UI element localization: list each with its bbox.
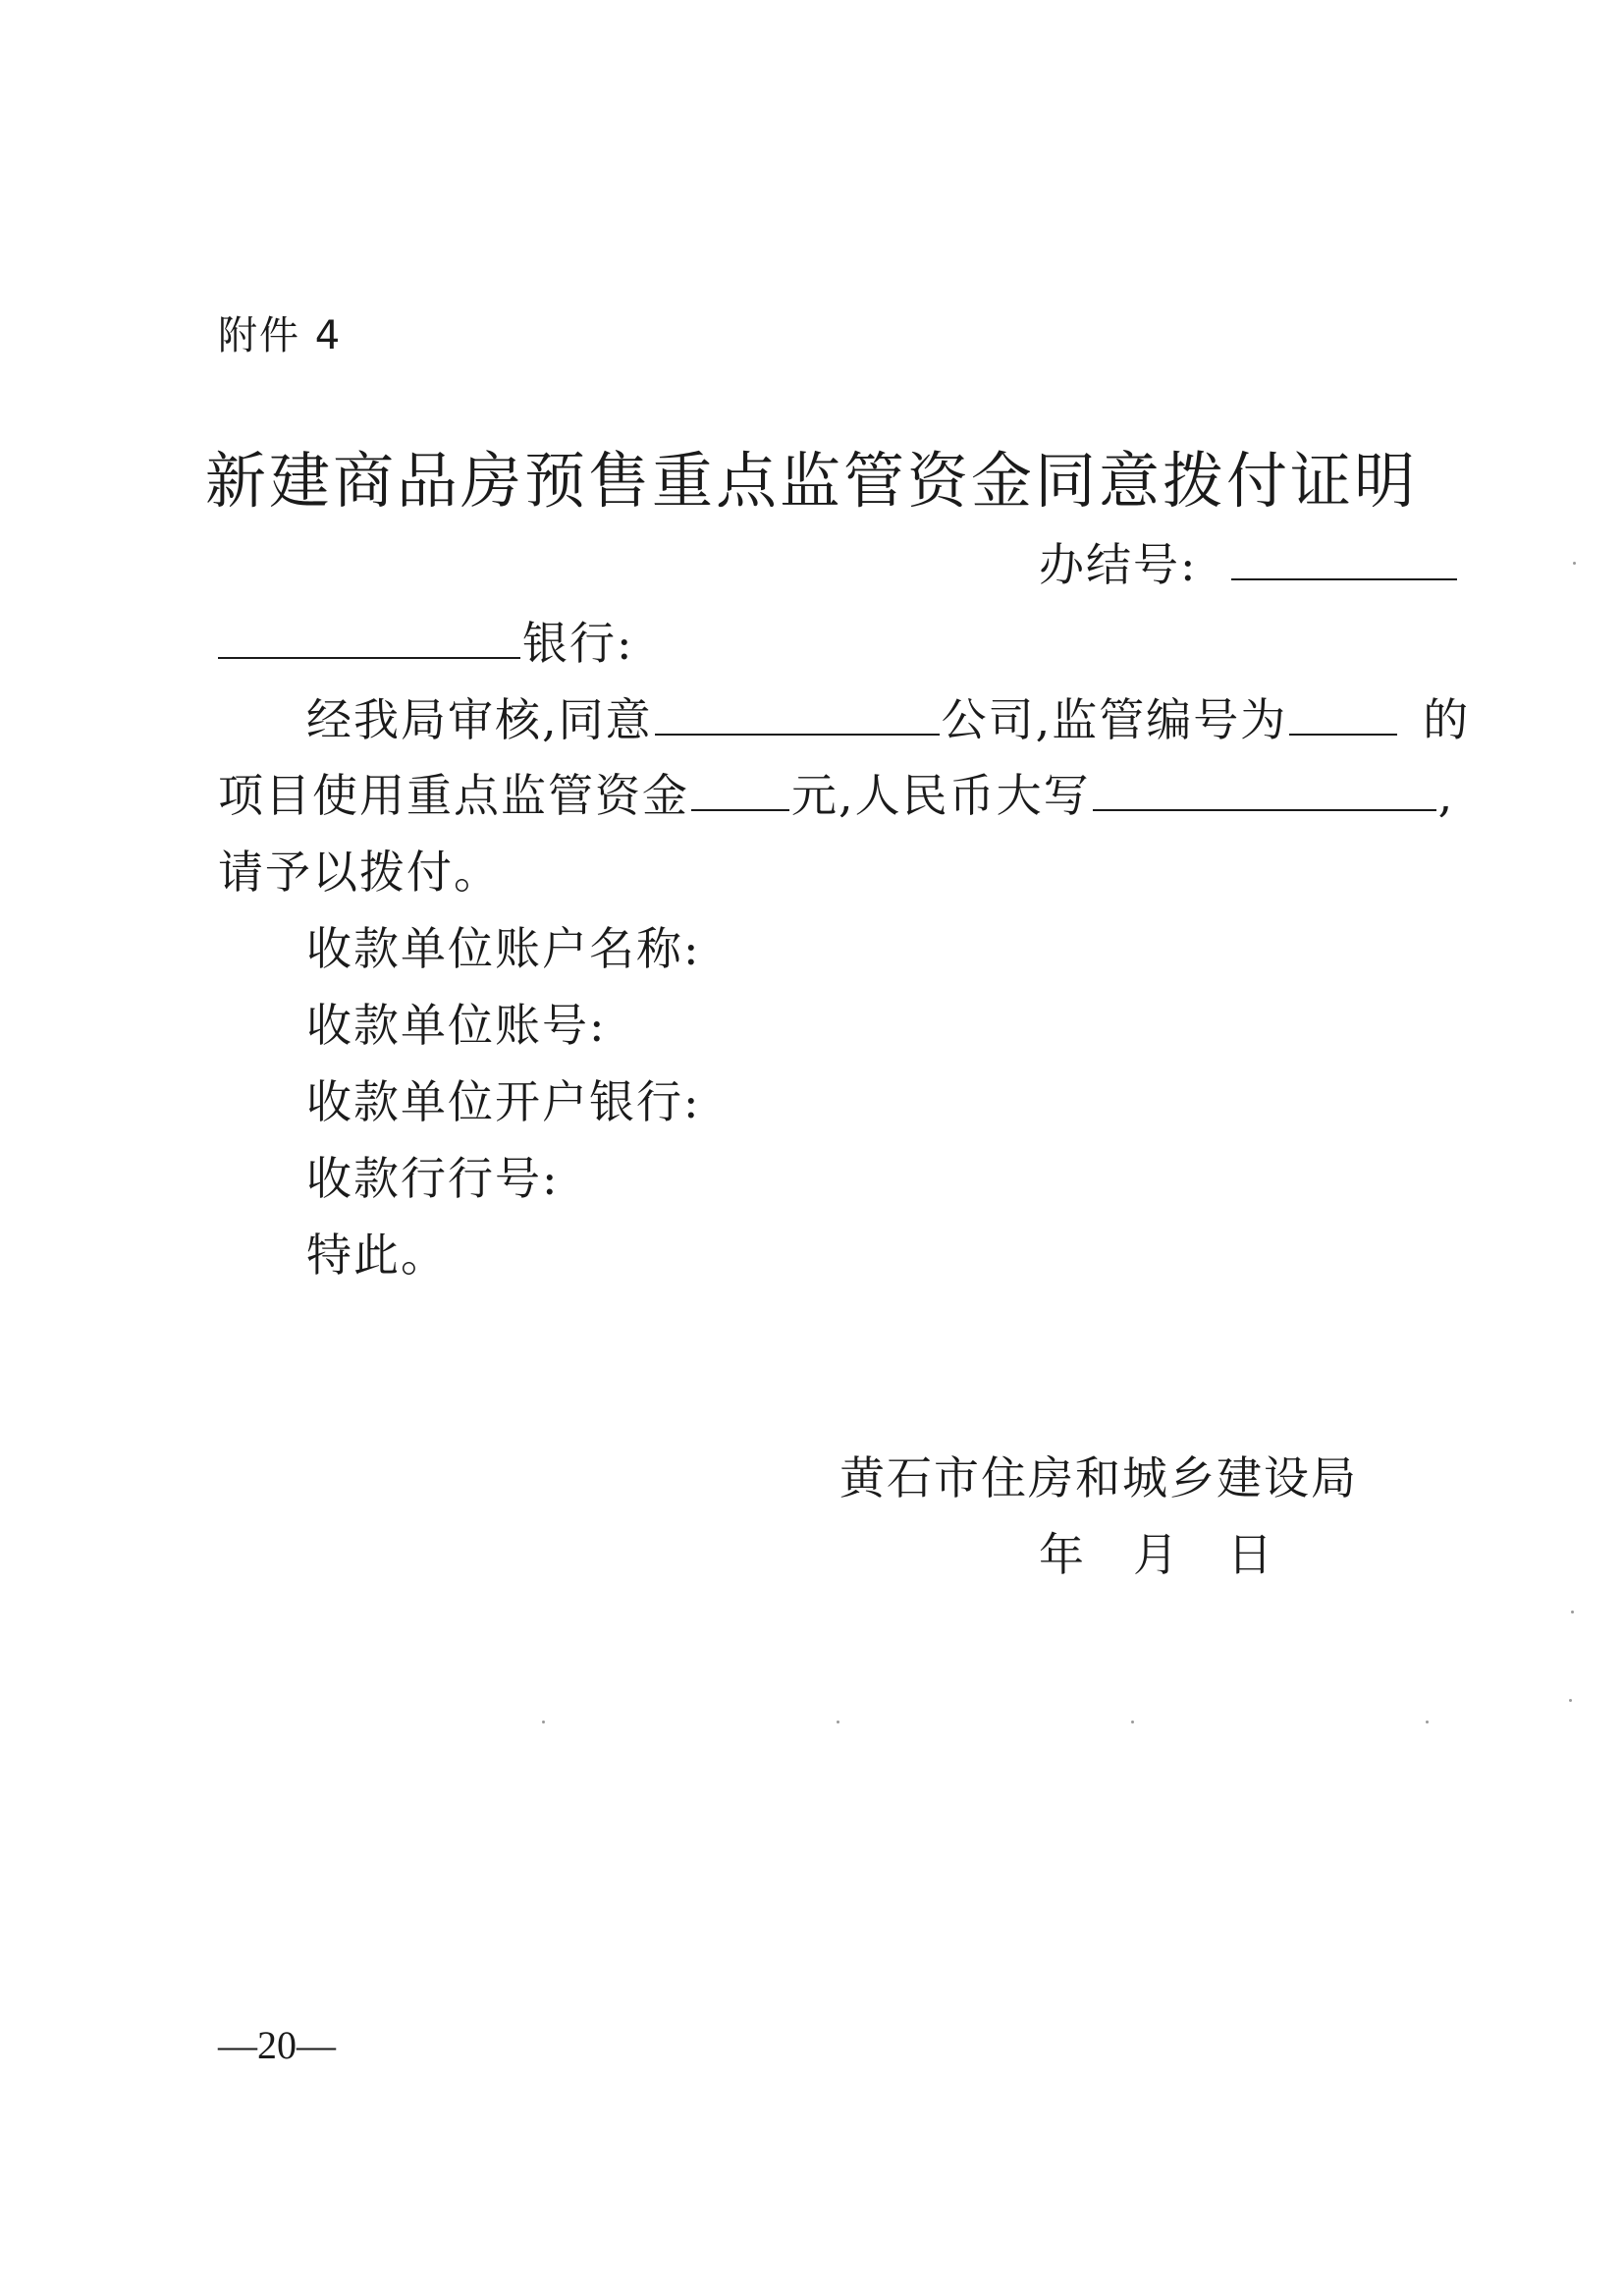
addressee-row bbox=[218, 614, 634, 673]
account-number-field: 收款单位账号: bbox=[306, 999, 607, 1052]
of-text: 的 bbox=[1423, 693, 1471, 746]
yuan-text: 元,人民币大写 bbox=[791, 769, 1091, 822]
paragraph-line-1 bbox=[306, 690, 1470, 749]
company-text: 公司,监管编号为 bbox=[941, 693, 1288, 746]
fund-usage-text: 项目使用重点监管资金 bbox=[218, 769, 689, 822]
signature-date: 年 月 日 bbox=[1039, 1528, 1274, 1581]
paragraph-line-2 bbox=[218, 766, 1454, 825]
bank-code-field: 收款行行号: bbox=[306, 1152, 560, 1205]
opening-bank-field: 收款单位开户银行: bbox=[306, 1075, 701, 1128]
scan-speck bbox=[1573, 562, 1576, 565]
scan-speck bbox=[837, 1721, 839, 1723]
company-name-blank[interactable] bbox=[655, 694, 940, 736]
paragraph-line-3: 请予以拨付。 bbox=[218, 846, 501, 899]
addressee-suffix: 银行: bbox=[522, 617, 634, 670]
closing-text: 特此。 bbox=[306, 1229, 448, 1282]
scan-speck bbox=[1569, 1699, 1572, 1702]
scan-speck bbox=[1571, 1611, 1574, 1613]
scan-speck bbox=[542, 1721, 545, 1723]
case-number-row bbox=[1039, 535, 1459, 594]
approval-text: 经我局审核,同意 bbox=[306, 693, 653, 746]
amount-blank[interactable] bbox=[691, 770, 789, 811]
supervision-number-blank[interactable] bbox=[1289, 694, 1397, 736]
amount-in-words-blank[interactable] bbox=[1093, 770, 1436, 811]
comma-text: , bbox=[1437, 769, 1455, 822]
issuing-organization: 黄石市住房和城乡建设局 bbox=[839, 1451, 1358, 1504]
bank-name-blank[interactable] bbox=[218, 618, 520, 659]
scan-speck bbox=[1426, 1721, 1429, 1723]
document-title: 新建商品房预售重点监管资金同意拨付证明 bbox=[204, 445, 1418, 517]
scan-speck bbox=[1131, 1721, 1134, 1723]
account-name-field: 收款单位账户名称: bbox=[306, 922, 701, 975]
page-number: —20— bbox=[218, 2023, 336, 2067]
case-number-label: 办结号: bbox=[1039, 538, 1198, 591]
case-number-blank[interactable] bbox=[1231, 539, 1457, 580]
attachment-label: 附件 4 bbox=[218, 313, 343, 358]
